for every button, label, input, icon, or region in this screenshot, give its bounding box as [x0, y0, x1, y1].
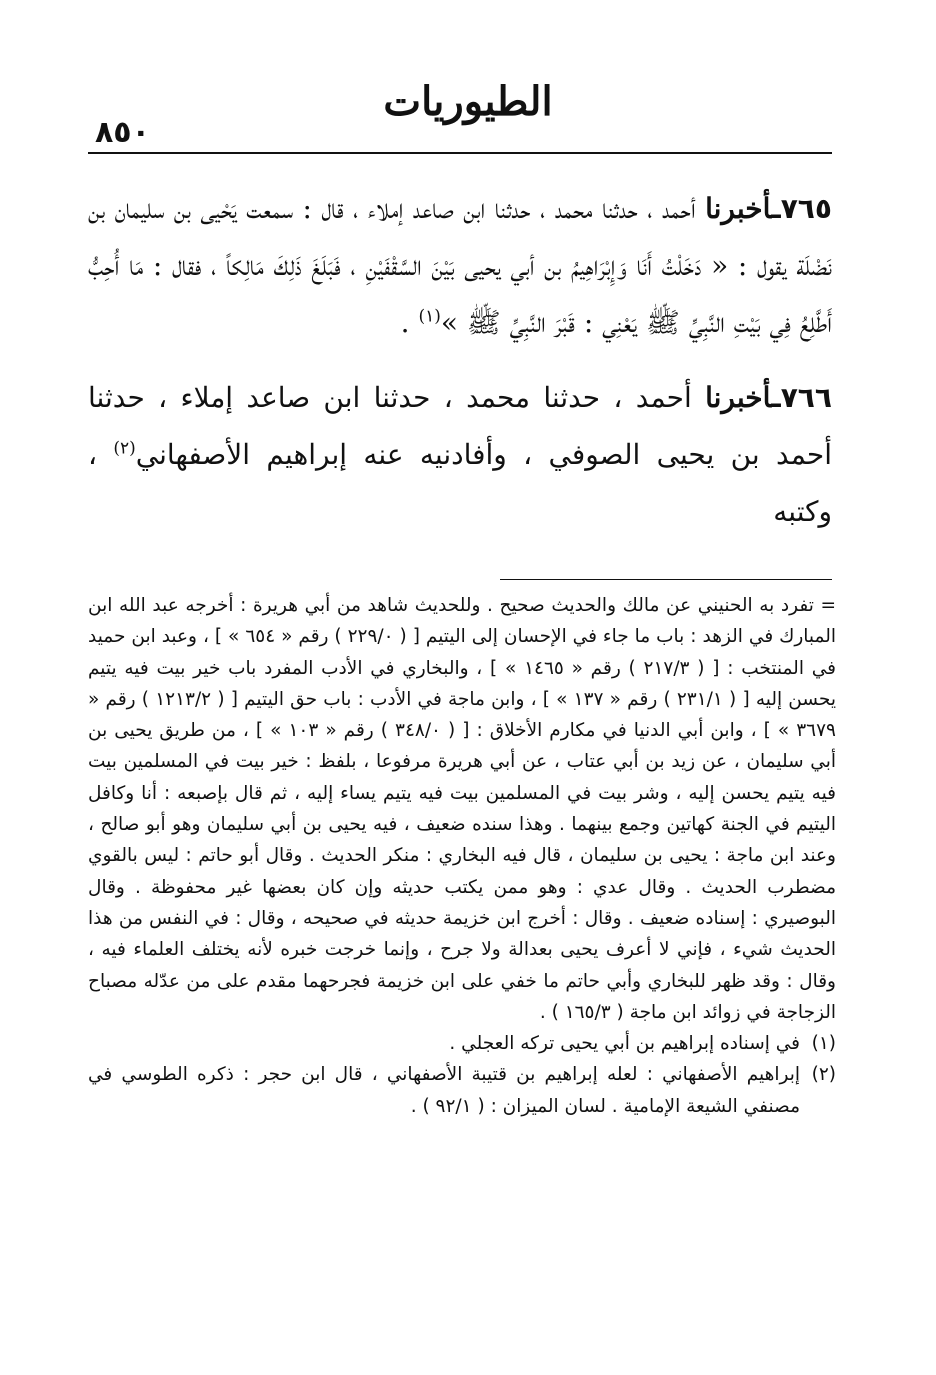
main-text	[88, 180, 832, 558]
hadith-opening: أخبرنا	[705, 381, 772, 414]
footnote-text: في إسناده إبراهيم بن أبي يحيى تركه العجلي .	[449, 1033, 800, 1055]
footnote-ref[interactable]: (٢)	[113, 438, 136, 459]
hadith-number: ٧٦٦ـ	[771, 381, 832, 414]
hadith-765	[88, 180, 832, 351]
hadith-number: ٧٦٥ـ	[771, 192, 832, 225]
footnote-2	[88, 1059, 836, 1122]
page-number: ٨٥٠	[95, 115, 150, 150]
footnote-separator	[500, 579, 832, 580]
footnotes	[88, 590, 836, 1122]
footnote-number: (١)	[811, 1033, 836, 1055]
hadith-text: أحمد ، حدثنا محمد ، حدثنا ابن صاعد إملاء ، قال : سمعت يَحْيى بن سليمان بن نَضْلَة يقول : « دَخَلْتُ أَنَا وَإِبْرَاهِيمُ بن أبي يحيى بَيْنَ السَّقْفَيْنِ ، فَبَلَغَ ذَلِكَ مَالِكاً ، فقال : مَا أُحِبُّ أَطَّلِعُ فِي بَيْتِ النَّبِيِّ ﷺ يَعْنِي : قَبْرَ النَّبِيِّ ﷺ »	[88, 192, 832, 339]
footnote-text: إبراهيم الأصفهاني : لعله إبراهيم بن قتيبة الأصفهاني ، قال ابن حجر : ذكره الطوسي في مصنفي الشيعة الإمامية . لسان الميزان : ( ٩٢/١ ) .	[88, 1064, 800, 1117]
hadith-text-end: ، وكتبه	[88, 438, 832, 528]
footnote-continuation: = تفرد به الحنيني عن مالك والحديث صحيح . وللحديث شاهد من أبي هريرة : أخرجه عبد الله ابن المبارك في الزهد : باب ما جاء في الإحسان إلى اليتيم [ ( ٢٢٩/٠ ) رقم « ٦٥٤ » ] ، وعبد ابن حميد في المنتخب : [ ( ٢١٧/٣ ) رقم « ١٤٦٥ » ] ، والبخاري في الأدب المفرد باب خير بيت فيه يتيم يحسن إليه [ ( ٢٣١/١ ) رقم « ١٣٧ » ] ، وابن ماجة في الأدب : باب حق اليتيم [ ( ١٢١٣/٢ ) رقم « ٣٦٧٩ » ] ، وابن أبي الدنيا في مكارم الأخلاق : [ ( ٣٤٨/٠ ) رقم « ١٠٣ » ] ، من طريق يحيى بن أبي سليمان ، عن زيد بن أبي عتاب ، عن أبي هريرة مرفوعا ، بلفظ : خير بيت في المسلمين بيت فيه يتيم يحسن إليه ، وشر بيت في المسلمين بيت فيه يتيم يساء إليه ، ثم قال بإصبعه : أنا وكافل اليتيم في الجنة كهاتين وجمع بينهما . وهذا سنده ضعيف ، فيه يحيى بن أبي سليمان وهو أبو صالح ، وعند ابن ماجة : يحيى بن سليمان ، قال فيه البخاري : منكر الحديث . وقال أبو حاتم : ليس بالقوي مضطرب الحديث . وقال عدي : وهو ممن يكتب حديثه وإن كان بعضها غير محفوظة . وقال البوصيري : إسناده ضعيف . وقال : أخرج ابن خزيمة حديثه في صحيحه ، وقال : في النفس من هذا الحديث شيء ، فإني لا أعرف يحيى بعدالة ولا جرح ، وإنما خرجت خبره لأنه يختلف العلماء فيه ، وقال : وقد ظهر للبخاري وأبي حاتم ما خفي على ابن خزيمة فجرحهما مقدم على من عدّله مصباح الزجاجة في زوائد ابن ماجة ( ١٦٥/٣ ) .	[88, 595, 836, 1023]
hadith-766	[88, 369, 832, 540]
hadith-opening: أخبرنا	[705, 192, 772, 225]
footnote-ref[interactable]: (١)	[418, 306, 441, 327]
footnote-1	[88, 1028, 836, 1059]
footnote-number: (٢)	[811, 1064, 836, 1086]
running-title: الطيوريات	[383, 78, 553, 125]
header-rule	[88, 152, 832, 154]
hadith-text: أحمد ، حدثنا محمد ، حدثنا ابن صاعد إملاء ، حدثنا أحمد بن يحيى الصوفي ، وأفادنيه عنه إبراهيم الأصفهاني	[88, 381, 832, 471]
hadith-text-end: .	[400, 306, 419, 339]
